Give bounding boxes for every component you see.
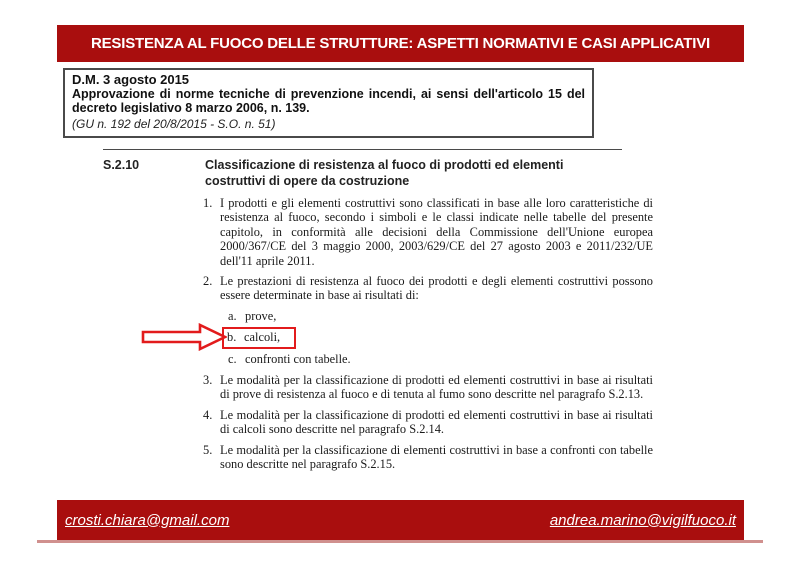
list-item-text: Le prestazioni di resistenza al fuoco dei prodotti e degli elementi costruttivi possono essere determinate in base ai risultati di: <box>220 274 653 303</box>
footer-email-left[interactable]: crosti.chiara@gmail.com <box>65 511 230 529</box>
list-item-marker: 5. <box>203 442 213 457</box>
sub-item-a <box>228 309 653 323</box>
section-heading: Classificazione di resistenza al fuoco di prodotti ed elementi costruttivi di opere da costruzione <box>205 158 564 188</box>
title-banner <box>57 25 744 62</box>
highlight-arrow-icon <box>141 323 227 351</box>
sub-item-text: prove, <box>245 308 277 323</box>
list-item-marker: 4. <box>203 407 213 422</box>
decree-title: D.M. 3 agosto 2015 <box>72 72 190 87</box>
decree-body: Approvazione di norme tecniche di prevenzione incendi, ai sensi dell'articolo 15 del decreto legislativo 8 marzo 2006, n. 139. <box>72 87 585 115</box>
sub-item-marker: a. <box>228 308 237 323</box>
list-item-text: I prodotti e gli elementi costruttivi sono classificati in base alle loro caratteristiche di resistenza al fuoco, secondo i simboli e le classi indicate nelle tabelle del presente capitolo, in conformità alle decisioni della Commissione dell'Unione europea 2000/367/CE del 3 maggio 2000, 2003/629/CE del 27 agosto 2003 e 2011/232/UE dell'11 aprile 2011. <box>220 196 653 268</box>
list-item <box>203 274 653 303</box>
footer-shadow-line <box>37 540 763 543</box>
list-item-marker: 2. <box>203 274 213 289</box>
footer-bar <box>57 500 744 540</box>
decree-reference: (GU n. 192 del 20/8/2015 - S.O. n. 51) <box>72 117 276 131</box>
slide-title: RESISTENZA AL FUOCO DELLE STRUTTURE: ASPETTI NORMATIVI E CASI APPLICATIVI <box>90 35 711 52</box>
list-item-text: Le modalità per la classificazione di elementi costruttivi in base a confronti con tabelle sono descritte nel paragrafo S.2.15. <box>220 442 653 472</box>
list-item-marker: 3. <box>203 373 213 388</box>
footer-email-right[interactable]: andrea.marino@vigilfuoco.it <box>549 511 736 529</box>
list-item <box>203 408 653 437</box>
section-number: S.2.10 <box>103 158 140 172</box>
sub-item-marker: c. <box>228 351 237 366</box>
sub-item-marker: b. <box>227 330 237 345</box>
highlight-box <box>222 327 296 348</box>
sub-item-text: confronti con tabelle. <box>245 351 351 366</box>
section-divider-line <box>103 149 622 150</box>
sub-item-list <box>228 309 653 366</box>
section-heading-row <box>103 158 595 189</box>
list-item <box>203 443 653 472</box>
decree-box <box>63 68 594 138</box>
sub-item-c <box>228 352 653 366</box>
section-body <box>203 196 653 478</box>
list-item <box>203 373 653 402</box>
list-item <box>203 196 653 268</box>
sub-item-text: calcoli, <box>244 330 281 345</box>
list-item-marker: 1. <box>203 196 213 210</box>
list-item-text: Le modalità per la classificazione di prodotti ed elementi costruttivi in base ai risultati di prove di resistenza al fuoco e di tenuta al fumo sono descritte nel paragrafo S.2.13. <box>220 373 653 402</box>
list-item-text: Le modalità per la classificazione di prodotti ed elementi costruttivi in base ai risultati di calcoli sono descritte nel paragrafo S.2.14. <box>220 407 653 437</box>
sub-item-b-highlighted <box>228 327 653 348</box>
